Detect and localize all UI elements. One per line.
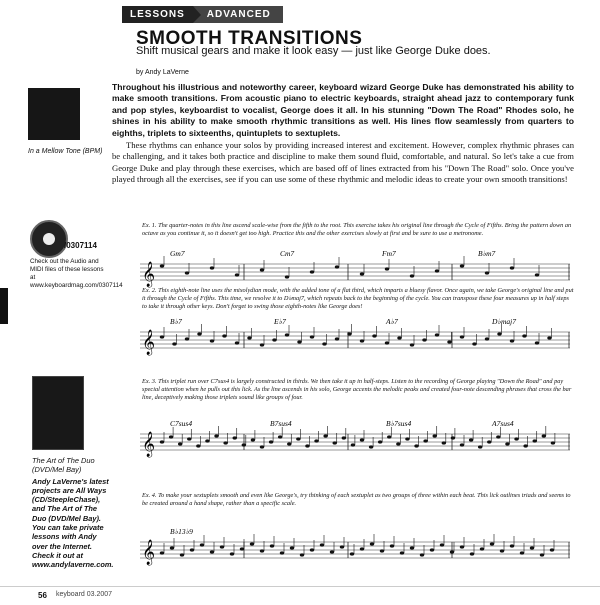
note-head bbox=[270, 544, 274, 547]
note-head bbox=[360, 438, 364, 441]
note-head bbox=[530, 546, 534, 549]
note-head bbox=[172, 342, 176, 345]
note-head bbox=[160, 440, 164, 443]
treble-clef-icon: 𝄞 bbox=[142, 330, 156, 355]
note-head bbox=[260, 445, 264, 448]
chord-symbol: B♭7 bbox=[170, 317, 182, 326]
chord-symbol: B7sus4 bbox=[270, 419, 292, 428]
note-head bbox=[351, 443, 355, 446]
note-head bbox=[447, 340, 451, 343]
note-head bbox=[223, 441, 227, 444]
note-head bbox=[210, 550, 214, 553]
note-head bbox=[430, 548, 434, 551]
note-head bbox=[272, 338, 276, 341]
music-staff bbox=[140, 418, 570, 458]
note-head bbox=[422, 338, 426, 341]
note-head bbox=[478, 445, 482, 448]
note-head bbox=[187, 437, 191, 440]
note-head bbox=[542, 434, 546, 437]
chord-symbol: C7sus4 bbox=[170, 419, 193, 428]
exercise-2-caption: Ex. 2. This eighth-note line uses the mixolydian mode, with the added tone of a flat third, which imparts a bluesy flavor. Once again, we take George's original line and put it through the Cycle of Fifths. This time, we resolve it to D♭maj7, which repeats back to the beginning of the cycle. You can transpose these four measures up in half steps to take it through other keys. Don't forget to swing those eighth-notes like George does! bbox=[142, 287, 574, 310]
author-bio bbox=[32, 456, 114, 570]
note-head bbox=[380, 549, 384, 552]
note-head bbox=[514, 437, 518, 440]
note-head bbox=[314, 439, 318, 442]
dvd-title: The Art of The Duo bbox=[32, 456, 95, 465]
note-head bbox=[510, 339, 514, 342]
album-caption: In a Mellow Tone (BPM) bbox=[28, 148, 103, 155]
note-head bbox=[178, 442, 182, 445]
note-head bbox=[405, 437, 409, 440]
music-staff bbox=[140, 316, 570, 356]
note-head bbox=[440, 543, 444, 546]
note-head bbox=[197, 332, 201, 335]
magazine-issue: keyboard 03.2007 bbox=[56, 591, 113, 598]
note-head bbox=[460, 335, 464, 338]
note-head bbox=[323, 434, 327, 437]
note-head bbox=[535, 273, 539, 276]
note-head bbox=[396, 442, 400, 445]
chord-symbol: B♭13♭9 bbox=[170, 527, 193, 536]
note-head bbox=[410, 546, 414, 549]
chord-symbol: D♭maj7 bbox=[492, 317, 516, 326]
disc-link-text[interactable]: Check out the Audio and MIDI files of these lessons at www.keyboardmag.com/0307114 bbox=[30, 258, 123, 289]
note-head bbox=[410, 274, 414, 277]
note-head bbox=[400, 551, 404, 554]
note-head bbox=[551, 441, 555, 444]
note-head bbox=[487, 440, 491, 443]
note-head bbox=[297, 340, 301, 343]
note-head bbox=[205, 439, 209, 442]
note-head bbox=[296, 437, 300, 440]
note-head bbox=[550, 548, 554, 551]
note-head bbox=[433, 434, 437, 437]
author-bio-text: Andy LaVerne's latest projects are All Ways (CD/SteepleChase), and The Art of The Duo (DVD/Mel Bay). You can take private lessons with Andy over the Internet. Check it out at www.andylaverne.com. bbox=[32, 476, 114, 570]
note-head bbox=[169, 435, 173, 438]
note-head bbox=[280, 551, 284, 554]
note-head bbox=[460, 264, 464, 267]
note-head bbox=[480, 547, 484, 550]
tag-arrow-icon bbox=[193, 6, 201, 23]
note-head bbox=[220, 545, 224, 548]
note-head bbox=[387, 435, 391, 438]
note-head bbox=[210, 339, 214, 342]
body-paragraph: These rhythms can enhance your solos by providing increased interest and excitement. However, complex rhythmic phrases can be challenging, and it takes both practice and discipline to make them sound fluid, comfortable, and natural. So let's take a cue from George Duke and play through these exercises, which are based off of lines extracted from his "Down The Road" solo. Once you've played through all the exercises, see if you can use some of these rhythmic and melodic ideas to create your own smooth transitions! bbox=[112, 140, 574, 185]
note-head bbox=[240, 547, 244, 550]
note-head bbox=[505, 442, 509, 445]
note-head bbox=[160, 264, 164, 267]
note-head bbox=[310, 270, 314, 273]
note-head bbox=[335, 265, 339, 268]
note-head bbox=[460, 443, 464, 446]
note-head bbox=[170, 546, 174, 549]
note-head bbox=[347, 332, 351, 335]
note-head bbox=[414, 444, 418, 447]
note-head bbox=[335, 337, 339, 340]
note-head bbox=[333, 441, 337, 444]
note-head bbox=[230, 552, 234, 555]
note-head bbox=[310, 335, 314, 338]
note-head bbox=[305, 444, 309, 447]
note-head bbox=[235, 273, 239, 276]
dvd-publisher: (DVD/Mel Bay) bbox=[32, 465, 82, 475]
note-head bbox=[369, 445, 373, 448]
note-head bbox=[533, 439, 537, 442]
note-head bbox=[451, 436, 455, 439]
note-head bbox=[450, 550, 454, 553]
chord-symbol: B♭m7 bbox=[478, 249, 496, 258]
exercise-4-caption: Ex. 4. To make your sextuplets smooth and even like George's, try thinking of each sextuplet as two groups of three within each beat. This lick outlines triads and seems to be created around a hand shape, rather than a specific scale. bbox=[142, 492, 571, 507]
note-head bbox=[300, 553, 304, 556]
subsection-label: ADVANCED bbox=[201, 6, 283, 23]
note-head bbox=[342, 436, 346, 439]
page-number: 56 bbox=[38, 591, 47, 600]
note-head bbox=[397, 336, 401, 339]
note-head bbox=[490, 542, 494, 545]
dvd-cover-image bbox=[32, 376, 84, 450]
note-head bbox=[160, 551, 164, 554]
note-head bbox=[235, 341, 239, 344]
lead-paragraph: Throughout his illustrious and noteworthy career, keyboard wizard George Duke has demonstrated his ability to make smooth transitions. From acoustic piano to electric keyboards, straight ahead jazz to contemporary funk and pop styles, keyboardist to vocalist, George does it all. In his stunning "Down The Road" Rhodes solo, he shines in his ability to make smooth rhythmic transitions as well. His lines flow seamlessly from quarters to eighths, triplets to sixteenths, quintuplets to sextuplets. bbox=[112, 82, 574, 138]
note-head bbox=[320, 543, 324, 546]
note-head bbox=[385, 267, 389, 270]
note-head bbox=[540, 553, 544, 556]
note-head bbox=[278, 435, 282, 438]
note-head bbox=[500, 549, 504, 552]
music-staff bbox=[140, 526, 570, 566]
article-body bbox=[112, 82, 574, 187]
note-head bbox=[390, 544, 394, 547]
chord-symbol: Fm7 bbox=[382, 249, 396, 258]
note-head bbox=[260, 343, 264, 346]
note-head bbox=[423, 439, 427, 442]
note-head bbox=[442, 441, 446, 444]
article-subtitle: Shift musical gears and make it look easy — just like George Duke does. bbox=[136, 45, 491, 57]
note-head bbox=[290, 546, 294, 549]
note-head bbox=[435, 269, 439, 272]
treble-clef-icon: 𝄞 bbox=[142, 432, 156, 457]
note-head bbox=[242, 443, 246, 446]
disc-code: /0307114 bbox=[64, 241, 97, 250]
note-head bbox=[247, 336, 251, 339]
note-head bbox=[410, 343, 414, 346]
note-head bbox=[535, 341, 539, 344]
chord-symbol: B♭7sus4 bbox=[386, 419, 412, 428]
note-head bbox=[485, 271, 489, 274]
note-head bbox=[196, 444, 200, 447]
note-head bbox=[340, 545, 344, 548]
note-head bbox=[547, 336, 551, 339]
note-head bbox=[510, 544, 514, 547]
article-title: SMOOTH TRANSITIONS bbox=[136, 28, 363, 49]
note-head bbox=[372, 334, 376, 337]
edge-tab bbox=[0, 288, 8, 324]
note-head bbox=[385, 341, 389, 344]
note-head bbox=[214, 434, 218, 437]
section-tag bbox=[122, 6, 283, 23]
exercise-3-caption: Ex. 3. This triplet run over C7sus4 is largely constructed in thirds. We then take it up in half-steps. Listen to the recording of George playing "Down the Road" and pay special attention when he pulls out this lick. As the line ascends in his solo, George accents the melodic peaks and created four-note descending phrases that cross the bar line, deceptively making those triplets sound like groups of four. bbox=[142, 378, 572, 401]
note-head bbox=[190, 548, 194, 551]
note-head bbox=[269, 440, 273, 443]
note-head bbox=[360, 272, 364, 275]
section-label: LESSONS bbox=[122, 6, 193, 23]
note-head bbox=[233, 436, 237, 439]
treble-clef-icon: 𝄞 bbox=[142, 540, 156, 565]
note-head bbox=[485, 337, 489, 340]
note-head bbox=[310, 548, 314, 551]
note-head bbox=[185, 271, 189, 274]
note-head bbox=[350, 552, 354, 555]
note-head bbox=[470, 552, 474, 555]
note-head bbox=[497, 332, 501, 335]
byline: by Andy LaVerne bbox=[136, 69, 189, 76]
note-head bbox=[523, 444, 527, 447]
note-head bbox=[496, 435, 500, 438]
chord-symbol: E♭7 bbox=[274, 317, 286, 326]
note-head bbox=[420, 553, 424, 556]
note-head bbox=[180, 553, 184, 556]
note-head bbox=[330, 550, 334, 553]
note-head bbox=[222, 334, 226, 337]
note-head bbox=[378, 440, 382, 443]
note-head bbox=[185, 337, 189, 340]
note-head bbox=[250, 542, 254, 545]
note-head bbox=[360, 339, 364, 342]
note-head bbox=[285, 275, 289, 278]
chord-symbol: A♭7 bbox=[386, 317, 398, 326]
note-head bbox=[460, 545, 464, 548]
music-staff bbox=[140, 248, 570, 288]
note-head bbox=[360, 547, 364, 550]
chord-symbol: Cm7 bbox=[280, 249, 295, 258]
note-head bbox=[469, 438, 473, 441]
note-head bbox=[260, 549, 264, 552]
album-cover-image bbox=[28, 88, 80, 140]
note-head bbox=[522, 334, 526, 337]
note-head bbox=[200, 543, 204, 546]
treble-clef-icon: 𝄞 bbox=[142, 262, 156, 287]
note-head bbox=[510, 266, 514, 269]
disc-icon bbox=[30, 220, 68, 258]
chord-symbol: Gm7 bbox=[170, 249, 185, 258]
note-head bbox=[520, 551, 524, 554]
note-head bbox=[472, 342, 476, 345]
note-head bbox=[287, 442, 291, 445]
note-head bbox=[251, 438, 255, 441]
note-head bbox=[370, 542, 374, 545]
note-head bbox=[285, 333, 289, 336]
chord-symbol: A7sus4 bbox=[492, 419, 514, 428]
note-head bbox=[160, 335, 164, 338]
note-head bbox=[322, 342, 326, 345]
note-head bbox=[260, 268, 264, 271]
exercise-1-caption: Ex. 1. The quarter-notes in this line ascend scale-wise from the fifth to the root. This exercise takes his original line through the Cycle of Fifths. Bring the pattern down an octave as you continue it, so it doesn't get too high. Practice this and the other exercises slowly at first and be sure to use a metronome. bbox=[142, 222, 572, 237]
note-head bbox=[210, 266, 214, 269]
note-head bbox=[435, 333, 439, 336]
